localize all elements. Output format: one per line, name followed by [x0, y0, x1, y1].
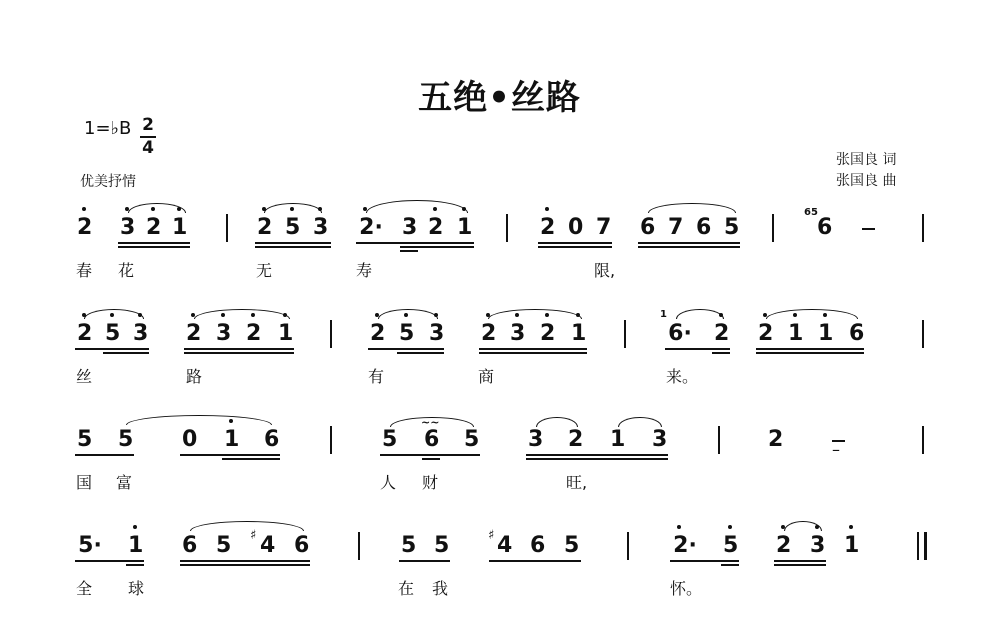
staff-line-4 [0, 518, 999, 618]
note: 7 [596, 215, 612, 240]
lyric: 旺, [566, 473, 588, 492]
note: 2 [758, 323, 772, 345]
note: 5 [724, 215, 740, 240]
lyric: 人 [380, 473, 397, 492]
note: 2 [768, 427, 784, 452]
note: 1 [610, 427, 626, 452]
note: 2 [481, 323, 495, 345]
note: 5 [399, 323, 413, 345]
note: 6 [294, 533, 310, 558]
lyric: 来。 [666, 367, 699, 386]
mordent-icon: ~~ [421, 416, 440, 429]
note: 2· [358, 217, 384, 239]
lyric: 春 [76, 261, 93, 280]
note: 3 [402, 215, 418, 240]
note-extension [862, 228, 875, 230]
note: 5 [118, 427, 134, 452]
note: 1 [128, 535, 142, 557]
note: 2 [776, 535, 790, 557]
note: 2 [246, 323, 260, 345]
note: 5 [401, 533, 417, 558]
lyric: 限, [594, 261, 616, 280]
note: 3 [652, 427, 668, 452]
note: 3 [216, 323, 230, 345]
meter-bottom: 4 [142, 138, 154, 158]
note: 6 [530, 533, 546, 558]
note: 2 [186, 323, 200, 345]
note: 6 [817, 215, 833, 240]
lyric: 有 [368, 367, 385, 386]
final-barline [917, 532, 927, 560]
note-extension: – [832, 440, 845, 442]
sharp-icon: ♯ [250, 528, 257, 543]
tempo-marking: 优美抒情 [80, 174, 136, 190]
time-signature [138, 116, 158, 158]
note: 2 [428, 217, 442, 239]
note: 1 [571, 323, 585, 345]
note: 0 [568, 215, 584, 240]
note: 1 [278, 323, 292, 345]
note: 5· [78, 533, 102, 558]
composer-credit: 张国良 曲 [836, 173, 897, 189]
lyric: 球 [128, 579, 145, 598]
note: 3 [528, 427, 544, 452]
note: 6 [696, 215, 712, 240]
note: 6· [668, 321, 692, 346]
note: 2 [77, 323, 91, 345]
lyric: 无 [256, 261, 273, 280]
key-signature: 1=♭B [84, 118, 132, 139]
note: 2 [370, 323, 384, 345]
note: 6 [424, 427, 440, 452]
credits [836, 150, 896, 192]
grace-notes: 1 [660, 309, 667, 320]
note: 2 [714, 323, 728, 345]
note: 1 [457, 217, 471, 239]
note: 5 [723, 535, 737, 557]
note: 2 [257, 217, 271, 239]
note: 5 [285, 217, 299, 239]
song-title: 五绝•丝路 [418, 78, 581, 118]
note: 1 [172, 217, 186, 239]
note: 5 [464, 427, 480, 452]
note: 2· [672, 535, 698, 557]
note: 1 [788, 323, 802, 345]
note: 5 [216, 533, 232, 558]
lyric: 怀。 [670, 579, 703, 598]
note: 5 [105, 323, 119, 345]
note: 4 [260, 533, 276, 558]
note: 4 [497, 533, 513, 558]
lyric: 国 [76, 473, 93, 492]
lyric: 在 [398, 579, 415, 598]
note: 1 [224, 429, 238, 451]
note: 1 [818, 323, 832, 345]
lyric: 全 [76, 579, 93, 598]
note: 3 [510, 323, 524, 345]
note: 3 [133, 323, 147, 345]
note: 1 [844, 535, 858, 557]
note: 5 [382, 427, 398, 452]
lyric: 商 [478, 367, 495, 386]
note: 6 [264, 427, 280, 452]
note: 3 [429, 323, 443, 345]
lyric: 丝 [76, 367, 93, 386]
lyricist-credit: 张国良 词 [836, 152, 897, 168]
note: 0 [182, 427, 198, 452]
lyric: 财 [422, 473, 439, 492]
note: 6 [182, 533, 198, 558]
staff-line-3 [0, 412, 999, 512]
note: 2 [77, 217, 91, 239]
note: 6 [640, 215, 656, 240]
staff-line-1 [0, 200, 999, 300]
lyric: 路 [186, 367, 203, 386]
note: 2 [568, 427, 584, 452]
note: 7 [668, 215, 684, 240]
lyric: 花 [118, 261, 135, 280]
note: 6 [849, 321, 865, 346]
lyric: 富 [116, 473, 133, 492]
note: 5 [77, 427, 93, 452]
note: 2 [540, 217, 554, 239]
meter-top: 2 [142, 115, 154, 135]
grace-notes: 65 [804, 207, 818, 218]
staff-line-2 [0, 306, 999, 406]
sharp-icon: ♯ [488, 528, 495, 543]
note: 2 [146, 217, 160, 239]
note: 5 [434, 533, 450, 558]
note: 2 [540, 323, 554, 345]
note: 3 [810, 535, 824, 557]
note: 5 [564, 533, 580, 558]
note: 3 [120, 217, 134, 239]
lyric: 我 [432, 579, 449, 598]
note: 3 [313, 217, 327, 239]
lyric: 寿 [356, 261, 373, 280]
